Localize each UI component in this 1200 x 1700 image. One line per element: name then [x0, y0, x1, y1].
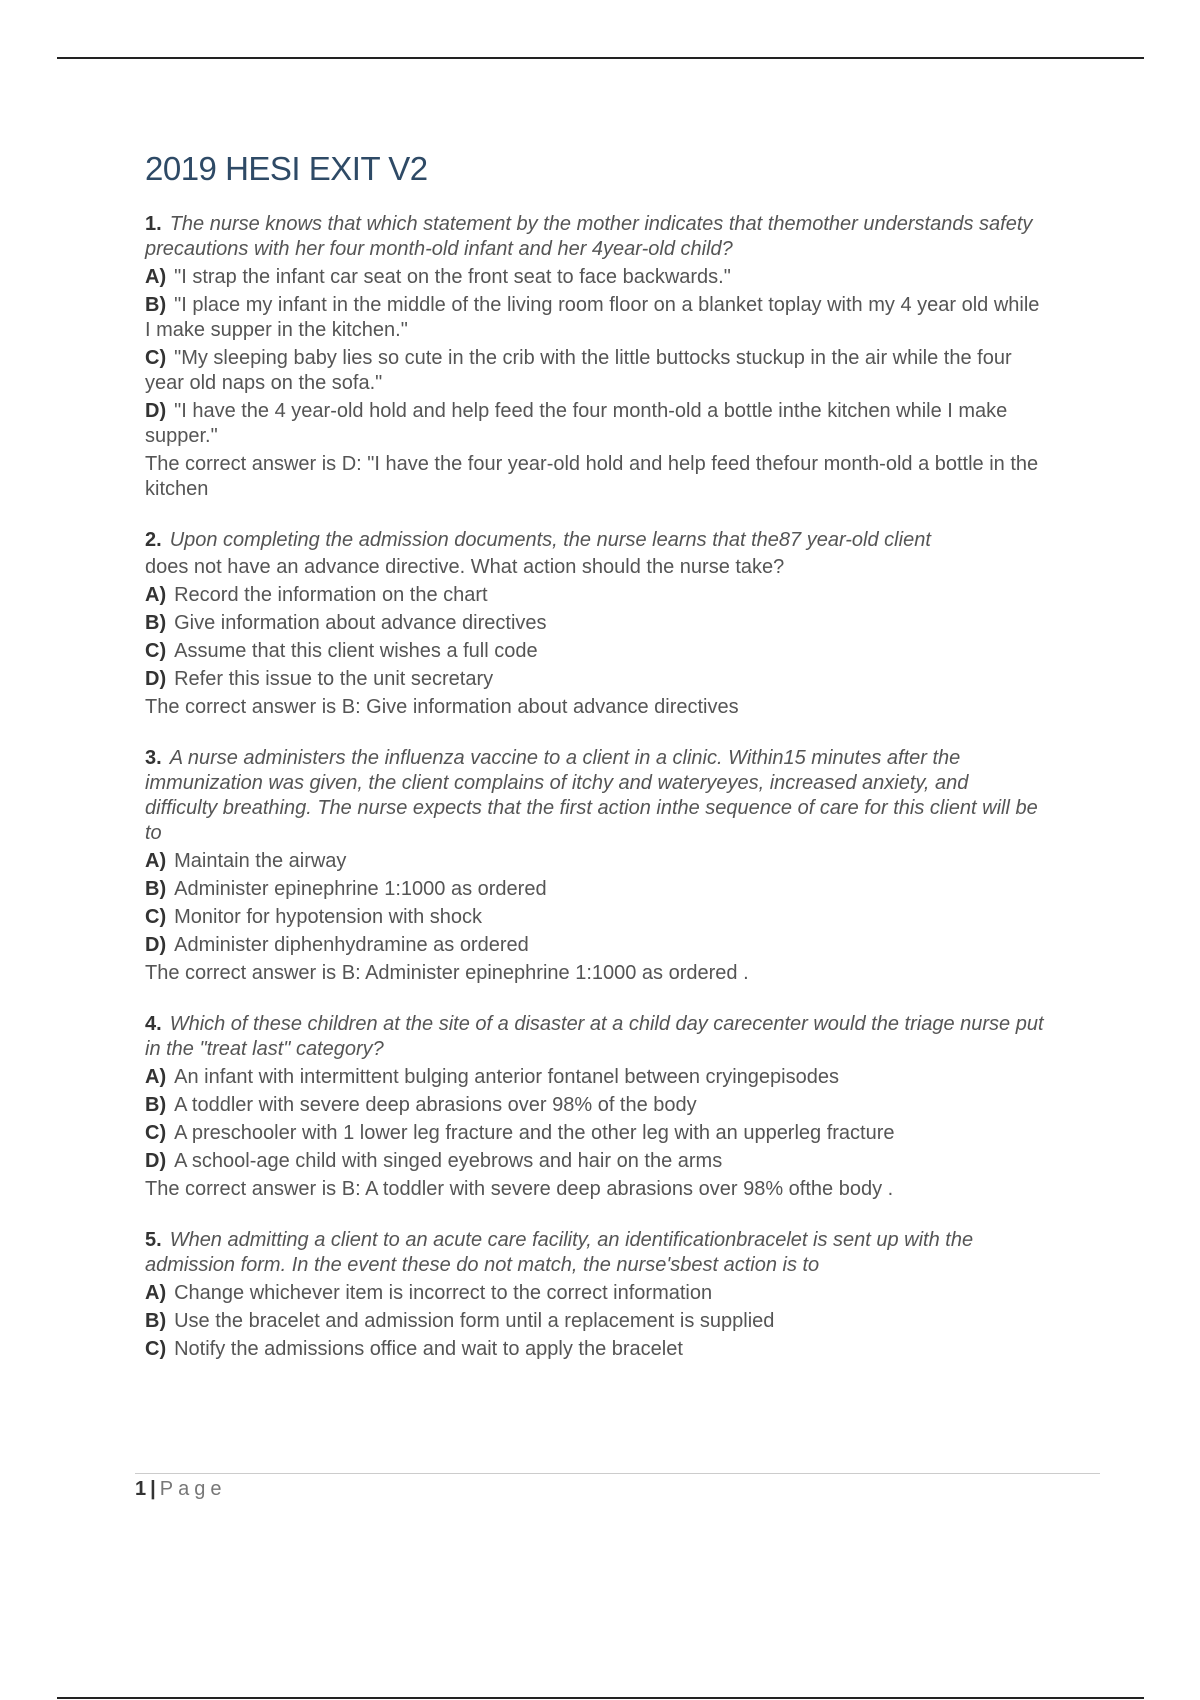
option-b [145, 877, 1045, 902]
option-text: Give information about advance directives [174, 612, 547, 634]
option-a [145, 1281, 1045, 1306]
option-text: A school-age child with singed eyebrows and hair on the arms [174, 1150, 723, 1172]
option-letter: B) [145, 1310, 167, 1332]
option-letter: C) [145, 347, 167, 369]
option-b [145, 1309, 1045, 1334]
option-letter: C) [145, 1122, 167, 1144]
option-letter: D) [145, 668, 167, 690]
option-letter: C) [145, 906, 167, 928]
option-c [145, 905, 1045, 930]
option-text: "My sleeping baby lies so cute in the crib with the little buttocks stuckup in the air while the four year old naps on the sofa." [145, 347, 1012, 394]
correct-answer: The correct answer is D: "I have the four year-old hold and help feed thefour month-old a bottle in the kitchen [145, 453, 1039, 500]
question-text: Upon completing the admission documents, the nurse learns that the87 year-old client [169, 529, 931, 551]
option-letter: A) [145, 266, 167, 288]
option-letter: A) [145, 1282, 167, 1304]
question-text: A nurse administers the influenza vaccine to a client in a clinic. Within15 minutes after the immunization was given, the client complains of itchy and wateryeyes, increased anxiety, and difficulty breathing. The nurse expects that the first action inthe sequence of care for this client will be to [145, 747, 1038, 844]
question-number: 5. [145, 1229, 162, 1251]
option-a [145, 849, 1045, 874]
option-text: An infant with intermittent bulging anterior fontanel between cryingepisodes [174, 1066, 839, 1088]
document-body [145, 150, 1045, 1388]
question-text: The nurse knows that which statement by the mother indicates that themother understands safety precautions with her four month-old infant and her 4year-old child? [145, 213, 1033, 260]
option-a [145, 265, 1045, 290]
option-d [145, 1149, 1045, 1174]
option-text: Refer this issue to the unit secretary [174, 668, 494, 690]
option-letter: D) [145, 400, 167, 422]
page-number: 1 [135, 1478, 147, 1500]
question-2 [145, 528, 1045, 720]
option-text: "I place my infant in the middle of the living room floor on a blanket toplay with my 4 year old while I make supper in the kitchen." [145, 294, 1040, 341]
option-text: Administer diphenhydramine as ordered [174, 934, 529, 956]
option-letter: D) [145, 1150, 167, 1172]
option-d [145, 399, 1045, 449]
question-number: 4. [145, 1013, 162, 1035]
option-text: Administer epinephrine 1:1000 as ordered [174, 878, 547, 900]
question-stem [145, 746, 1045, 846]
page-label: Page [159, 1478, 227, 1500]
question-number: 1. [145, 213, 162, 235]
question-stem [145, 1012, 1045, 1062]
document-title: 2019 HESI EXIT V2 [145, 150, 428, 187]
correct-answer: The correct answer is B: Give information about advance directives [145, 696, 739, 718]
option-letter: A) [145, 584, 167, 606]
question-text: Which of these children at the site of a disaster at a child day carecenter would the triage nurse put in the "treat last" category? [145, 1013, 1044, 1060]
option-text: "I have the 4 year-old hold and help feed the four month-old a bottle inthe kitchen while I make supper." [145, 400, 1008, 447]
option-c [145, 346, 1045, 396]
option-letter: B) [145, 1094, 167, 1116]
page-footer [135, 1473, 1100, 1501]
question-3 [145, 746, 1045, 986]
option-letter: A) [145, 850, 167, 872]
option-c [145, 1121, 1045, 1146]
option-c [145, 1337, 1045, 1362]
option-letter: C) [145, 1338, 167, 1360]
question-number: 3. [145, 747, 162, 769]
top-rule [57, 57, 1144, 59]
question-5 [145, 1228, 1045, 1362]
option-text: A preschooler with 1 lower leg fracture and the other leg with an upperleg fracture [174, 1122, 895, 1144]
option-letter: B) [145, 612, 167, 634]
option-a [145, 583, 1045, 608]
option-letter: B) [145, 878, 167, 900]
option-text: Notify the admissions office and wait to apply the bracelet [174, 1338, 683, 1360]
question-number: 2. [145, 529, 162, 551]
correct-answer: The correct answer is B: Administer epinephrine 1:1000 as ordered . [145, 962, 749, 984]
question-stem [145, 212, 1045, 262]
correct-answer: The correct answer is B: A toddler with severe deep abrasions over 98% ofthe body . [145, 1178, 894, 1200]
question-text-continued: does not have an advance directive. What action should the nurse take? [145, 556, 785, 578]
option-letter: B) [145, 294, 167, 316]
option-text: Assume that this client wishes a full code [174, 640, 538, 662]
question-text: When admitting a client to an acute care facility, an identificationbracelet is sent up with the admission form. In the event these do not match, the nurse'sbest action is to [145, 1229, 974, 1276]
option-text: Use the bracelet and admission form until a replacement is supplied [174, 1310, 775, 1332]
option-a [145, 1065, 1045, 1090]
option-letter: C) [145, 640, 167, 662]
option-letter: A) [145, 1066, 167, 1088]
option-c [145, 639, 1045, 664]
footer-separator: | [150, 1478, 156, 1500]
question-stem [145, 528, 1045, 553]
option-text: Record the information on the chart [174, 584, 488, 606]
option-text: Maintain the airway [174, 850, 347, 872]
option-b [145, 293, 1045, 343]
option-b [145, 611, 1045, 636]
question-4 [145, 1012, 1045, 1202]
question-1 [145, 212, 1045, 502]
option-letter: D) [145, 934, 167, 956]
option-b [145, 1093, 1045, 1118]
bottom-rule [57, 1697, 1144, 1699]
question-stem [145, 1228, 1045, 1278]
option-text: A toddler with severe deep abrasions over 98% of the body [174, 1094, 697, 1116]
option-d [145, 933, 1045, 958]
option-text: Monitor for hypotension with shock [174, 906, 483, 928]
option-text: "I strap the infant car seat on the front seat to face backwards." [174, 266, 731, 288]
option-text: Change whichever item is incorrect to the correct information [174, 1282, 713, 1304]
option-d [145, 667, 1045, 692]
